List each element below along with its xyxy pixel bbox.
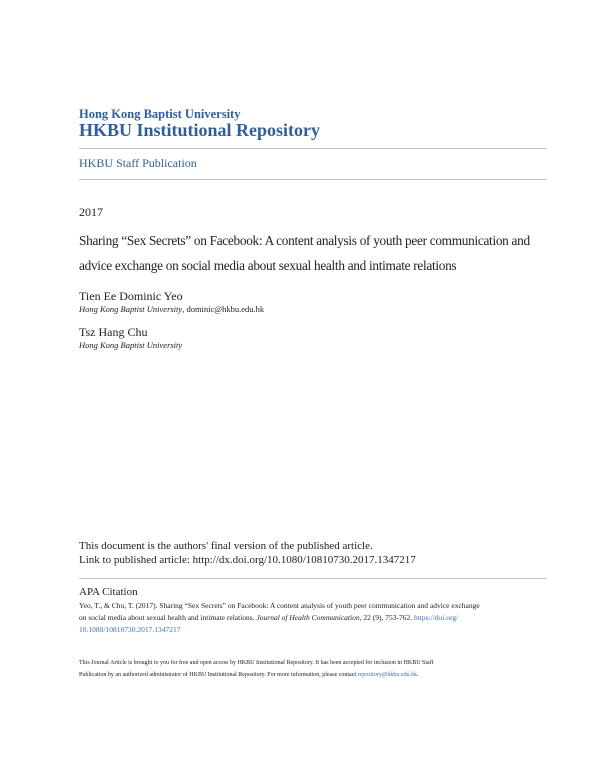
citation-text: Yeo, T., & Chu, T. (2017). Sharing “Sex Secrets” on Facebook: A content analysis of youth peer communication and advice exchange <box>79 601 480 610</box>
contact-email-link[interactable]: repository@hkbu.edu.hk <box>357 672 418 678</box>
citation-text: on social media about sexual health and intimate relations. Journal of Health Communication, 22 (9), 753-762. https://doi.org/ <box>79 613 459 622</box>
author-name: Tien Ee Dominic Yeo <box>79 289 183 303</box>
published-link[interactable]: Link to published article: http://dx.doi.org/10.1080/10810730.2017.1347217 <box>79 554 416 566</box>
author-affiliation: Hong Kong Baptist University, dominic@hkbu.edu.hk <box>79 304 265 314</box>
author-email[interactable]: , dominic@hkbu.edu.hk <box>182 304 265 314</box>
year: 2017 <box>79 205 103 219</box>
divider <box>79 578 547 579</box>
author-affiliation: Hong Kong Baptist University <box>79 340 183 350</box>
article-title-line2: advice exchange on social media about sexual health and intimate relations <box>79 258 457 273</box>
divider <box>79 179 547 180</box>
author-name: Tsz Hang Chu <box>79 325 148 339</box>
collection-link[interactable]: HKBU Staff Publication <box>79 156 197 170</box>
footer-text: This Journal Article is brought to you for free and open access by HKBU Institutional Repository. It has been accepted for inclusion in HKBU Staff <box>79 660 434 666</box>
doi-link[interactable]: https://doi.org/ <box>413 613 459 622</box>
article-title-line1: Sharing “Sex Secrets” on Facebook: A content analysis of youth peer communication and <box>79 233 530 248</box>
footer-text: Publication by an authorized administrator of HKBU Institutional Repository. For more information, please contact repository@hkbu.edu.hk. <box>79 672 419 678</box>
doi-link[interactable]: 10.1080/10810730.2017.1347217 <box>79 625 181 634</box>
citation-heading: APA Citation <box>79 586 138 598</box>
university-name: Hong Kong Baptist University <box>79 107 241 121</box>
divider <box>79 148 547 149</box>
repository-name[interactable]: HKBU Institutional Repository <box>79 120 321 140</box>
version-note: This document is the authors' final version of the published article. <box>79 540 373 552</box>
